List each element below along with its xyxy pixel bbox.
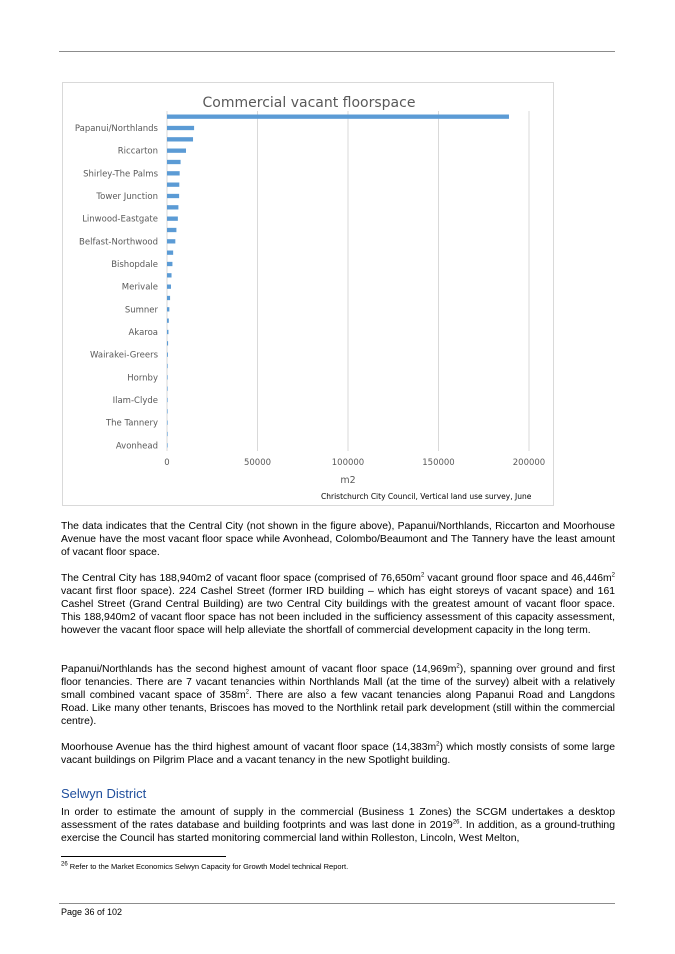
x-tick-label: 200000 [512, 458, 546, 468]
bar [167, 205, 178, 209]
bar [167, 307, 169, 311]
bar [167, 387, 168, 391]
superscript: 2 [436, 741, 440, 748]
paragraph-4-text-b: ) which mostly consists of some large vacant buildings on Pilgrim Place and a vacant tenancy in the new Spotlight building. [61, 742, 615, 766]
bar [167, 398, 168, 402]
category-label: Riccarton [117, 146, 158, 157]
bar [167, 137, 193, 141]
bar [167, 285, 171, 289]
bar [167, 262, 172, 266]
paragraph-2-text-a: The Central City has 188,940m2 of vacant floor space (comprised of 76,650m [61, 573, 421, 584]
category-label: Avonhead [115, 441, 158, 452]
paragraph-3-text-b: ), spanning over ground and first floor tenancies. There are 7 vacant tenancies within Northlands Mall (at the time of the survey) albeit with a relatively small combined vacant space of 358m [61, 664, 615, 701]
bar [167, 341, 168, 345]
paragraph-5-text-a: In order to estimate the amount of supply in the commercial (Business 1 Zones) the SCGM undertakes a desktop assessment of the rates database and building footprints and was last done in 2019 [61, 807, 615, 831]
bar [167, 183, 179, 187]
category-label: Bishopdale [111, 260, 158, 270]
bar [167, 432, 168, 436]
x-axis-title: m2 [340, 475, 356, 486]
section-heading: Selwyn District [61, 786, 147, 801]
paragraph-5-text-b: . In addition, as a ground-truthing exercise the Council has started monitoring commercial land within Rolleston, Lincoln, West Melton, [61, 820, 615, 844]
footnote-text: Refer to the Market Economics Selwyn Capacity for Growth Model technical Report. [67, 862, 349, 871]
x-tick-label: 150000 [422, 458, 455, 468]
bar [167, 126, 194, 130]
bar [167, 194, 179, 198]
category-labels [75, 124, 159, 451]
footnote-reference: 26 [452, 819, 460, 826]
paragraph-3-text-a: Papanui/Northlands has the second highest amount of vacant floor space (14,969m [61, 664, 457, 675]
paragraph-2 [61, 572, 615, 637]
superscript: 2 [456, 663, 460, 670]
chart-title: Commercial vacant floorspace [202, 95, 416, 111]
superscript: 2 [245, 689, 249, 696]
category-label: Merivale [121, 282, 158, 293]
bar [167, 364, 168, 368]
superscript: 2 [611, 572, 615, 579]
category-label: Akaroa [128, 328, 158, 338]
category-label: Linwood-Eastgate [82, 214, 158, 225]
bar [167, 171, 180, 175]
category-label: Sumner [124, 305, 158, 316]
paragraph-2-text-c: vacant first floor space). 224 Cashel Street (former IRD building – which has eight storeys of vacant space) and 161 Cashel Street (Grand Central Building) are two Central City buildings with the greatest amount of vacant floor space. This 188,940m2 of vacant floor space has not been included in the sufficiency assessment of this capacity assessment, however the vacant floor space will help alleviate the shortfall of commercial development capacity in the long term. [61, 586, 615, 636]
paragraph-4 [61, 741, 615, 767]
paragraph-4-text-a: Moorhouse Avenue has the third highest amount of vacant floor space (14,383m [61, 742, 437, 753]
category-label: Wairakei-Greers [90, 350, 158, 361]
bar [167, 217, 178, 221]
category-label: Ilam-Clyde [112, 396, 158, 406]
bar [167, 319, 169, 323]
bars [167, 115, 509, 448]
bar [167, 115, 509, 119]
chart-source: Christchurch City Council, Vertical land use survey, June [321, 492, 532, 501]
x-tick-label: 100000 [331, 458, 365, 468]
bar [167, 251, 173, 255]
bar [167, 409, 168, 413]
bar [167, 149, 186, 153]
paragraph-5 [61, 806, 615, 845]
paragraph-3-text-c: . There are also a few vacant tenancies along Papanui Road and Langdons Road. Like many other tenants, Briscoes has moved to the Northlink retail park development (still within the commercial centre). [61, 690, 615, 727]
page-number: Page 36 of 102 [61, 907, 123, 917]
x-tick-labels [164, 458, 545, 468]
bar [167, 330, 168, 334]
paragraph-1 [61, 520, 615, 559]
x-tick-label: 50000 [243, 458, 272, 468]
paragraph-1-text: The data indicates that the Central City (not shown in the figure above), Papanui/Northlands, Riccarton and Moorhouse Avenue have the most vacant floor space while Avonhead, Colombo/Beaumont and The Tannery have the least amount of vacant floor space. [61, 521, 615, 558]
bar [167, 421, 168, 425]
bar [167, 273, 172, 277]
bar [167, 443, 168, 447]
category-label: Belfast-Northwood [79, 237, 158, 248]
bar [167, 296, 170, 300]
bar [167, 353, 168, 357]
footnote-number: 26 [61, 861, 68, 868]
chart-container [62, 82, 554, 506]
paragraph-2-text-b: vacant ground floor space and 46,446m [424, 573, 612, 584]
bar [167, 160, 181, 164]
footnote [61, 862, 348, 871]
category-label: Hornby [127, 373, 158, 384]
header-rule [59, 51, 615, 52]
footer-rule [59, 903, 615, 904]
category-label: Tower Junction [96, 192, 158, 202]
bar [167, 375, 168, 379]
bar [167, 228, 176, 232]
category-label: The Tannery [105, 418, 158, 429]
category-label: Papanui/Northlands [74, 124, 158, 134]
bar [167, 239, 175, 243]
bar-chart [63, 83, 555, 507]
footnote-rule [61, 856, 226, 857]
category-label: Shirley-The Palms [83, 169, 158, 180]
paragraph-3 [61, 663, 615, 728]
gridlines [167, 111, 529, 451]
x-tick-label: 0 [164, 458, 170, 468]
superscript: 2 [420, 572, 425, 579]
